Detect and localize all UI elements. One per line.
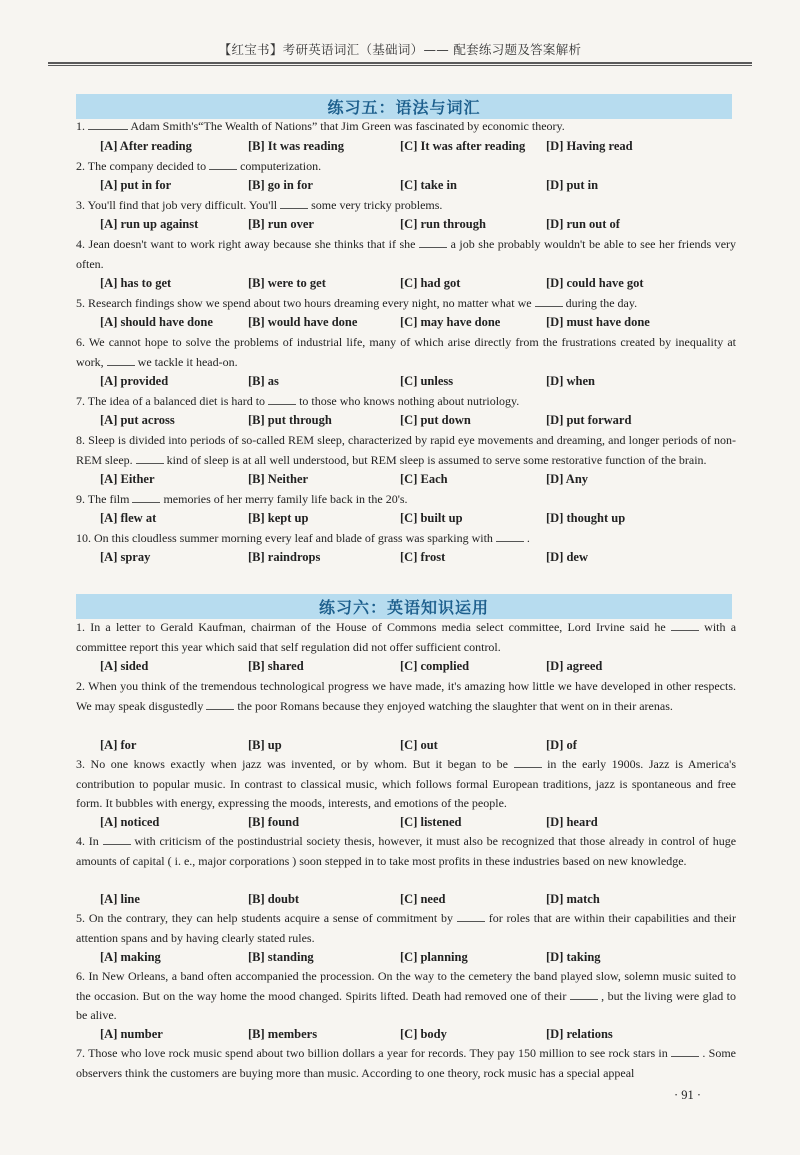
option-c: [C] unless [400, 374, 454, 388]
option-a: [A] noticed [100, 815, 160, 829]
question-text-before-blank: The company decided to [87, 159, 207, 173]
option-b: [B] raindrops [248, 550, 321, 564]
option-c: [C] need [400, 892, 446, 906]
option-c: [C] body [400, 1027, 447, 1041]
question-number: 4. [76, 834, 85, 848]
question-stem [76, 618, 736, 657]
option-c: [C] may have done [400, 315, 501, 329]
question-number: 9. [76, 492, 85, 506]
question-text-after-blank: . Some observers think the customers are buying more than music. According to one theory, rock music has a special appeal [76, 1046, 736, 1080]
option-c: [C] listened [400, 815, 462, 829]
answer-options [100, 276, 740, 295]
option-b: [B] would have done [248, 315, 358, 329]
option-a: [A] making [100, 950, 161, 964]
option-b: [B] go in for [248, 178, 313, 192]
question-text-before-blank: Those who love rock music spend about two billion dollars a year for records. They pay 150 million to see rock stars in [88, 1046, 668, 1060]
answer-blank [535, 296, 563, 307]
question-stem [76, 196, 736, 216]
question-stem [76, 392, 736, 412]
question-number: 7. [76, 1046, 85, 1060]
question-number: 5. [76, 911, 85, 925]
question-stem [76, 1044, 736, 1083]
question-text-before-blank: In New Orleans, a band often accompanied the procession. On the way to the cemetery the band played slow, solemn music suited to the occasion. But on the way home the mood changed. Spirits lifted. Death had removed one of their [76, 969, 736, 1003]
answer-blank [268, 394, 296, 405]
question-number: 3. [76, 757, 85, 771]
question-stem [76, 967, 736, 1026]
answer-blank [88, 119, 128, 130]
question-text-before-blank: The idea of a balanced diet is hard to [87, 394, 266, 408]
option-d: [D] when [546, 374, 595, 388]
option-b: [B] as [248, 374, 279, 388]
option-a: [A] for [100, 738, 137, 752]
option-b: [B] shared [248, 659, 304, 673]
question-text-after-blank: some very tricky problems. [311, 198, 443, 212]
answer-options [100, 472, 740, 491]
option-d: [D] Any [546, 472, 589, 486]
option-a: [A] Either [100, 472, 155, 486]
question-text-after-blank: with a committee report this year which said that self regulation did not offer sufficient control. [76, 620, 737, 654]
question-number: 5. [76, 296, 85, 310]
question-number: 2. [76, 159, 85, 173]
option-a: [A] number [100, 1027, 163, 1041]
question-text-before-blank: In a letter to Gerald Kaufman, chairman of the House of Commons media select committee, Lord Irvine said he [90, 620, 666, 634]
option-c: [C] planning [400, 950, 468, 964]
question-stem [76, 755, 736, 814]
option-d: [D] heard [546, 815, 598, 829]
option-b: [B] kept up [248, 511, 309, 525]
question-stem [76, 117, 736, 137]
option-c: [C] frost [400, 550, 446, 564]
question-stem [76, 490, 736, 510]
page-number: · 91 · [674, 1088, 702, 1102]
answer-options [100, 550, 740, 569]
option-b: [B] It was reading [248, 139, 344, 153]
question-text-after-blank: memories of her merry family life back in the 20's. [163, 492, 408, 506]
option-a: [A] put in for [100, 178, 172, 192]
question-text-after-blank: , but the living were glad to be alive. [76, 988, 736, 1022]
question-text-before-blank: On the contrary, they can help students acquire a sense of commitment by [88, 911, 454, 925]
option-c: [C] take in [400, 178, 457, 192]
question-text-after-blank: computerization. [240, 159, 322, 173]
answer-blank [671, 1046, 699, 1057]
question-number: 1. [76, 119, 85, 133]
question-number: 2. [76, 679, 85, 693]
answer-blank [671, 620, 699, 631]
option-d: [D] put forward [546, 413, 632, 427]
option-d: [D] taking [546, 950, 601, 964]
option-c: [C] built up [400, 511, 463, 525]
option-b: [B] Neither [248, 472, 309, 486]
running-header: 【红宝书】考研英语词汇（基础词）—— 配套练习题及答案解析 [218, 42, 582, 57]
question-text-before-blank: Research findings show we spend about two hours dreaming every night, no matter what we [88, 296, 532, 310]
option-a: [A] should have done [100, 315, 213, 329]
option-b: [B] standing [248, 950, 314, 964]
answer-blank [206, 699, 234, 710]
option-d: [D] put in [546, 178, 599, 192]
answer-blank [136, 453, 164, 464]
option-c: [C] run through [400, 217, 486, 231]
option-c: [C] Each [400, 472, 448, 486]
option-a: [A] put across [100, 413, 175, 427]
option-c: [C] complied [400, 659, 470, 673]
option-d: [D] match [546, 892, 600, 906]
question-text-before-blank: We cannot hope to solve the problems of industrial life, many of which arise directly from the frustrations created by inequality at work, [76, 335, 736, 369]
answer-blank [107, 355, 135, 366]
question-stem [76, 909, 736, 948]
answer-blank [280, 198, 308, 209]
answer-blank [419, 237, 447, 248]
answer-options [100, 413, 740, 432]
question-text-after-blank: to those who knows nothing about nutriology. [299, 394, 520, 408]
option-d: [D] could have got [546, 276, 644, 290]
answer-options [100, 217, 740, 236]
option-c: [C] out [400, 738, 438, 752]
question-text-after-blank: kind of sleep is at all well understood, but REM sleep is assumed to serve some restorative function of the brain. [166, 452, 707, 467]
question-text-before-blank: Sleep is divided into periods of so-called REM sleep, characterized by rapid eye movements and dreaming, and longer periods of non-REM sleep. [76, 433, 737, 467]
question-stem [76, 333, 736, 372]
answer-blank [496, 531, 524, 542]
question-text-before-blank: In [88, 834, 99, 848]
option-b: [B] were to get [248, 276, 326, 290]
option-d: [D] of [546, 738, 577, 752]
option-d: [D] run out of [546, 217, 620, 231]
answer-options [100, 511, 740, 530]
question-stem [76, 529, 736, 549]
option-b: [B] put through [248, 413, 332, 427]
question-stem [76, 832, 736, 871]
header-rule [48, 62, 752, 66]
option-a: [A] has to get [100, 276, 172, 290]
question-text-before-blank: The film [87, 492, 130, 506]
option-d: [D] agreed [546, 659, 603, 673]
option-b: [B] up [248, 738, 282, 752]
answer-blank [570, 989, 598, 1000]
question-text-after-blank: . [526, 531, 530, 545]
option-a: [A] provided [100, 374, 169, 388]
option-c: [C] put down [400, 413, 471, 427]
answer-options [100, 659, 740, 678]
answer-options [100, 315, 740, 334]
answer-blank [514, 757, 542, 768]
question-number: 10. [76, 531, 91, 545]
question-text-after-blank: the poor Romans because they enjoyed watching the slaughter that went on in their arenas. [237, 698, 673, 713]
question-text-before-blank: Jean doesn't want to work right away because she thinks that if she [88, 237, 416, 251]
option-b: [B] members [248, 1027, 318, 1041]
question-text-before-blank: You'll find that job very difficult. You'll [87, 198, 278, 212]
option-a: [A] spray [100, 550, 151, 564]
question-number: 8. [76, 433, 85, 447]
option-d: [D] Having read [546, 139, 633, 153]
section-banner [76, 94, 732, 119]
question-text-after-blank: during the day. [565, 296, 638, 310]
question-number: 7. [76, 394, 85, 408]
question-text-after-blank: a job she probably wouldn't be able to see her friends very often. [76, 237, 737, 271]
option-b: [B] run over [248, 217, 314, 231]
answer-blank [209, 159, 237, 170]
answer-options [100, 139, 740, 158]
section-title: 练习六：英语知识运用 [318, 598, 489, 617]
answer-options [100, 178, 740, 197]
option-a: [A] run up against [100, 217, 199, 231]
option-a: [A] After reading [100, 139, 192, 153]
option-b: [B] doubt [248, 892, 300, 906]
question-text-after-blank: for roles that are within their capabilities and their attention spans and by having clearly stated rules. [76, 911, 736, 945]
section-banner [76, 594, 732, 619]
option-d: [D] relations [546, 1027, 613, 1041]
question-text-after-blank: we tackle it head-on. [137, 354, 238, 369]
section-title: 练习五：语法与词汇 [327, 98, 481, 117]
question-text-before-blank: When you think of the tremendous technological progress we have made, it's amazing how little we have developed in other respects. We may speak disgustedly [76, 679, 736, 713]
question-number: 1. [76, 620, 85, 634]
answer-options [100, 374, 740, 393]
question-text-before-blank: On this cloudless summer morning every leaf and blade of grass was sparking with [94, 531, 493, 545]
question-number: 6. [76, 969, 85, 983]
question-stem [76, 431, 736, 470]
answer-blank [457, 911, 485, 922]
question-text-before-blank: No one knows exactly when jazz was invented, or by whom. But it began to be [90, 757, 509, 771]
option-a: [A] line [100, 892, 140, 906]
question-stem [76, 294, 736, 314]
answer-blank [132, 492, 160, 503]
answer-blank [103, 834, 131, 845]
question-number: 3. [76, 198, 85, 212]
option-d: [D] must have done [546, 315, 650, 329]
option-d: [D] dew [546, 550, 589, 564]
question-stem [76, 677, 736, 716]
question-text-after-blank: in the early 1900s. Jazz is America's contribution to popular music. In contrast to classical music, which follows formal European traditions, jazz is spontaneous and free form. It bubbles with energy, expressing the moods, interests, and emotions of the people. [76, 757, 737, 810]
option-b: [B] found [248, 815, 300, 829]
question-stem [76, 235, 736, 274]
question-number: 6. [76, 335, 85, 349]
option-c: [C] had got [400, 276, 461, 290]
question-text-after-blank: Adam Smith's“The Wealth of Nations” that Jim Green was fascinated by economic theory. [130, 119, 565, 133]
option-c: [C] It was after reading [400, 139, 526, 153]
option-a: [A] sided [100, 659, 149, 673]
option-d: [D] thought up [546, 511, 626, 525]
question-stem [76, 157, 736, 177]
question-text-after-blank: with criticism of the postindustrial society thesis, however, it must also be recognized that those already in control of huge amounts of capital ( i. e., major corporations ) soon stepped in to take most profits in these industries based on new knowledge. [76, 834, 737, 868]
option-a: [A] flew at [100, 511, 157, 525]
question-number: 4. [76, 237, 85, 251]
